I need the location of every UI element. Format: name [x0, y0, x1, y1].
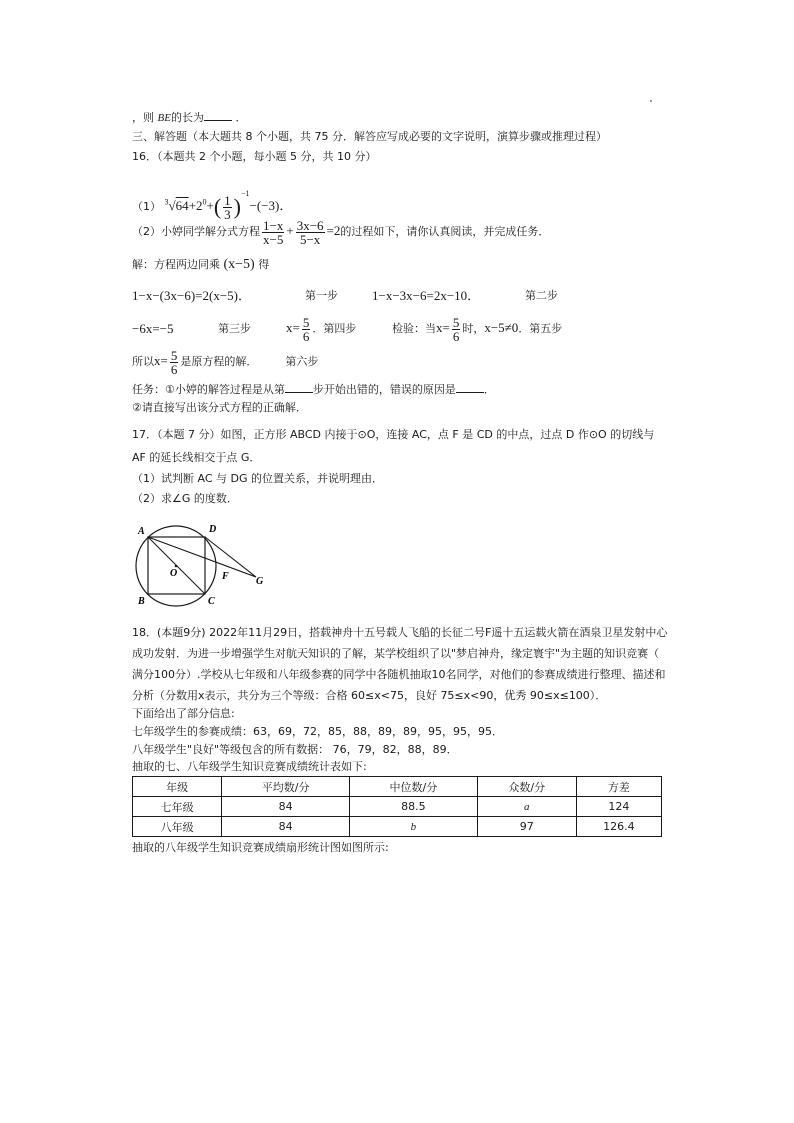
center-point — [175, 565, 178, 568]
table-cell: 97 — [477, 817, 576, 837]
task2: ②请直接写出该分式方程的正确解． — [132, 401, 307, 414]
line-ag — [148, 537, 256, 577]
table-header: 年级 — [133, 777, 222, 797]
label-d: D — [209, 524, 217, 535]
q18-line1: 18．(本题9分) 2022年11月29日，搭载神舟十五号载人飞船的长征二号F遥十五运载火箭在酒泉卫星发射中心 — [132, 626, 668, 639]
q18-line4: 分析（分数用x表示，共分为三个等级：合格 60≤x<75，良好 75≤x<90，优秀 90≤x≤100）． — [132, 689, 607, 702]
label-f: F — [222, 571, 229, 582]
step1-expression: 1−x−(3x−6)=2(x−5)． — [132, 288, 251, 303]
q18-line7: 八年级学生"良好"等级包含的所有数据： 76，79，82，88，89． — [132, 743, 458, 756]
table-header: 平均数/分 — [222, 777, 350, 797]
step2-label: 第二步 — [525, 289, 558, 302]
label-o: O — [170, 568, 178, 579]
q17-line2: AF 的延长线相交于点 G． — [132, 451, 261, 464]
q16-header: 16．（本题共 2 个小题，每小题 5 分，共 10 分） — [132, 150, 377, 163]
q18-line3: 满分100分）.学校从七年级和八年级参赛的同学中各随机抽取10名同学，对他们的参赛成绩进行整理、描述和 — [132, 668, 666, 681]
label-c: C — [208, 596, 215, 607]
q18-line9: 抽取的八年级学生知识竞赛成绩扇形统计图如图所示: — [132, 841, 389, 854]
table-cell: 84 — [222, 797, 350, 817]
step2-expression: 1−x−3x−6=2x−10． — [372, 288, 481, 303]
section-heading: 三、解答题（本大题共 8 个小题，共 75 分．解答应写成必要的文字说明，演算步骤或推理过程） — [132, 130, 607, 143]
table-cell: 88.5 — [349, 797, 477, 817]
q17-part1: （1）试判断 AC 与 DG 的位置关系，并说明理由． — [132, 472, 383, 485]
label-a: A — [138, 526, 145, 537]
tangent-dg — [205, 537, 256, 577]
label-g: G — [256, 576, 264, 587]
table-header-row — [133, 777, 662, 797]
task1: 任务：①小婷的解答过程是从第 步开始出错的，错误的原因是 ． — [132, 383, 495, 396]
q17-line1: 17．（本题 7 分）如图，正方形 ABCD 内接于⊙O，连接 AC，点 F 是 CD 的中点，过点 D 作⊙O 的切线与 — [132, 428, 655, 441]
solution-intro: 解：方程两边同乘 (x−5) 得 — [132, 257, 270, 272]
scan-speck — [650, 100, 652, 102]
answer-blank[interactable] — [204, 110, 232, 121]
step4: x= $\frac{5}{6}$ ．第四步 — [286, 314, 357, 344]
table-row — [133, 797, 662, 817]
previous-question-tail: ，则 BE的长为 ． — [132, 111, 247, 124]
step3-expression: −6x=−5 — [132, 321, 174, 336]
table-header: 方差 — [576, 777, 661, 797]
geometry-figure — [128, 520, 268, 610]
table-cell: 八年级 — [133, 817, 222, 837]
table-cell: 126.4 — [576, 817, 661, 837]
table-cell: 七年级 — [133, 797, 222, 817]
table-cell: 84 — [222, 817, 350, 837]
table-cell: b — [349, 817, 477, 837]
step3-label: 第三步 — [218, 322, 251, 335]
table-header: 中位数/分 — [349, 777, 477, 797]
q18-line6: 七年级学生的参赛成绩：63，69，72，85，88，89，89，95，95，95． — [132, 725, 503, 738]
q18-line8: 抽取的七、八年级学生知识竞赛成绩统计表如下: — [132, 760, 367, 773]
q16-part2: （2）小婷同学解分式方程 $\frac{1-x}{x-5}$ + $\frac{3x-6}{5-x}$ =2的过程如下，请你认真阅读，并完成任务． — [132, 217, 550, 247]
table-cell: a — [477, 797, 576, 817]
cube-root-expression: $^3√64+2^0+$( $\frac{1}{3}$ )$^{-1}$−(−3)． — [164, 189, 293, 222]
q16-part1: （1） $^3√64+2^0+$( $\frac{1}{3}$ )$^{-1}$−(−3)． — [132, 189, 293, 222]
answer-blank-step[interactable] — [285, 382, 313, 393]
step6: 所以x= $\frac{5}{6}$ 是原方程的解． 第六步 — [132, 347, 319, 377]
step5: 检验：当x= $\frac{5}{6}$ 时，x−5≠0．第五步 — [392, 314, 563, 344]
table-cell: 124 — [576, 797, 661, 817]
label-b: B — [138, 596, 145, 607]
q18-line2: 成功发射．为进一步增强学生对航天知识的了解，某学校组织了以"梦启神舟，缘定寰宇"为主题的知识竞赛（ — [132, 647, 660, 660]
table-row — [133, 817, 662, 837]
table-header: 众数/分 — [477, 777, 576, 797]
q18-line5: 下面给出了部分信息: — [132, 707, 235, 720]
q17-part2: （2）求∠G 的度数． — [132, 492, 238, 505]
step1-label: 第一步 — [305, 289, 338, 302]
stats-table — [132, 776, 662, 837]
answer-blank-reason[interactable] — [456, 382, 484, 393]
